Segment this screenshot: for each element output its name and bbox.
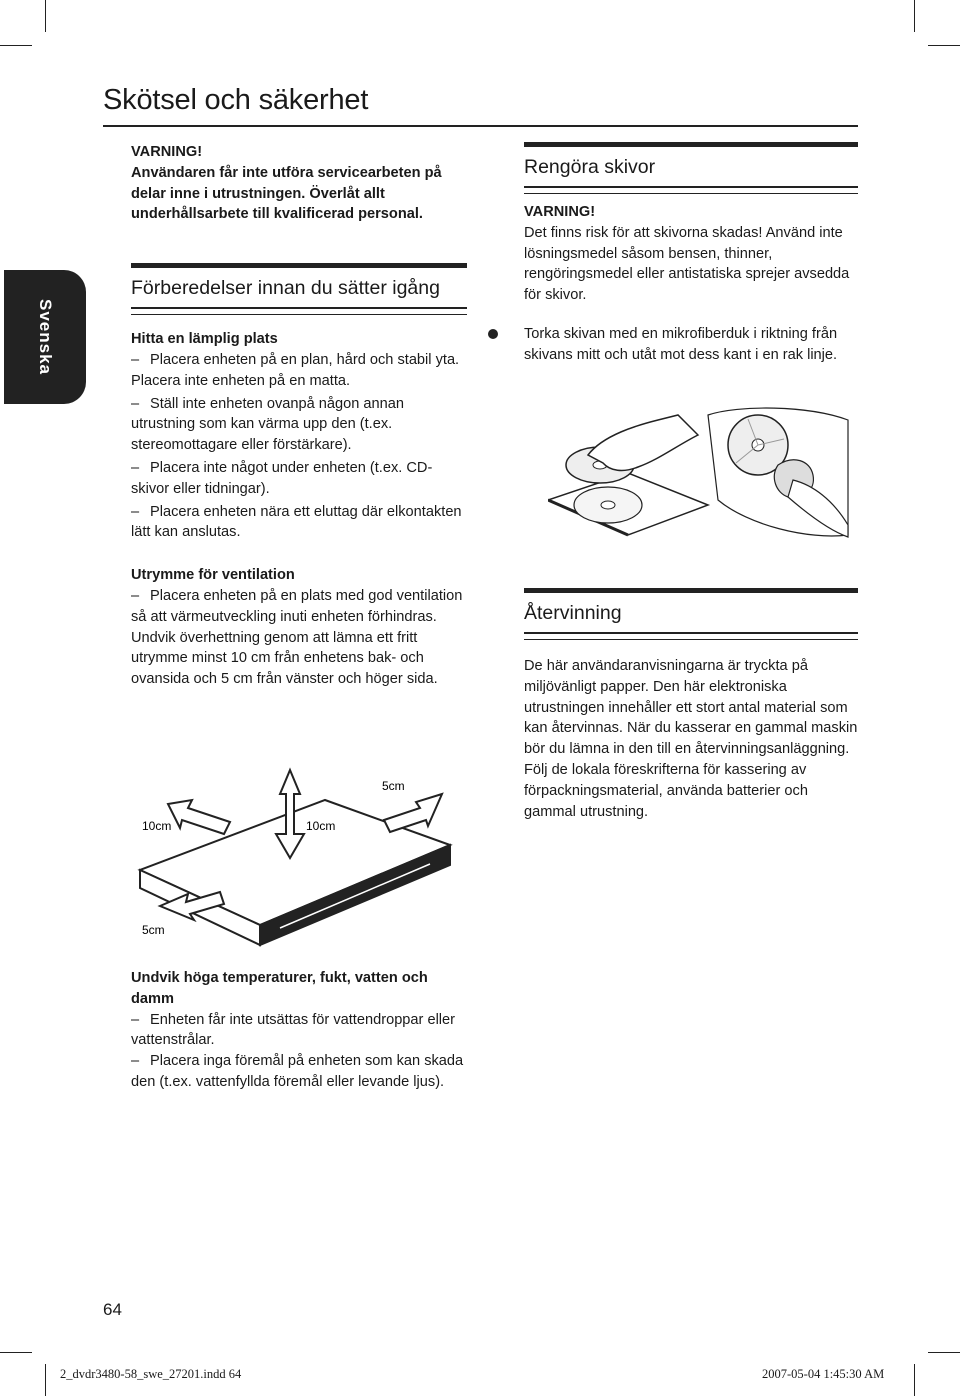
language-tab-label: Svenska bbox=[36, 299, 55, 375]
crop-mark bbox=[45, 0, 46, 32]
warning-heading: VARNING! bbox=[131, 144, 203, 160]
page-title: Skötsel och säkerhet bbox=[103, 84, 369, 116]
page-number: 64 bbox=[103, 1300, 122, 1319]
ventilation-text: – Placera enheten på en plats med god ventilation så att värmeutveckling inuti enheten förhindras. Undvik överhettning genom att lämna ett fritt utrymme minst 10 cm från enhetens bak- och ovansida och 5 cm från vänster och höger sida. bbox=[131, 587, 463, 688]
section-title-recycling: Återvinning bbox=[524, 602, 622, 624]
list-item: – Placera inga föremål på enheten som kan skada den (t.ex. vattenfyllda föremål eller levande ljus). bbox=[131, 1053, 464, 1090]
hand-icon bbox=[788, 480, 848, 537]
diagram-label-bottom: 5cm bbox=[142, 923, 165, 937]
right-column-recycle bbox=[524, 588, 858, 822]
temperature-heading: Undvik höga temperaturer, fukt, vatten och damm bbox=[131, 970, 428, 1007]
diagram-label-left: 10cm bbox=[142, 819, 172, 833]
section-rule bbox=[524, 588, 858, 593]
list-item: – Enheten får inte utsättas för vattendroppar eller vattenstrålar. bbox=[131, 1011, 456, 1049]
section-rule bbox=[131, 263, 467, 268]
section-title-preparation: Förberedelser innan du sätter igång bbox=[131, 277, 440, 300]
crop-mark bbox=[928, 1352, 960, 1353]
warning-text: Användaren får inte utföra servicearbeten på delar inne i utrustningen. Överlåt allt underhållsarbete till kvalificerad personal. bbox=[131, 164, 442, 223]
diagram-label-top: 10cm bbox=[306, 819, 336, 833]
footer-date: 2007-05-04 1:45:30 AM bbox=[762, 1367, 885, 1381]
crop-mark bbox=[0, 45, 32, 46]
ventilation-diagram bbox=[110, 760, 490, 950]
list-item: – Placera inte något under enheten (t.ex. CD-skivor eller tidningar). bbox=[131, 459, 433, 497]
section-rule bbox=[524, 632, 858, 640]
right-column bbox=[524, 142, 858, 366]
hand-icon bbox=[588, 415, 698, 470]
place-heading: Hitta en lämplig plats bbox=[131, 331, 278, 348]
recycle-text: De här användaranvisningarna är tryckta på miljövänligt papper. Den här elektroniska utrustningen innehåller ett stort antal material som kan återvinnas. När du kasserar en gammal maskin bör du lämna in den till en återvinningsanläggning. Följ de lokala föreskrifterna för kassering av förpackningsmaterial, använda batterier och gammal utrustning. bbox=[524, 658, 858, 820]
diagram-label-right: 5cm bbox=[382, 779, 405, 793]
language-tab bbox=[4, 270, 86, 404]
clean-bullet: Torka skivan med en mikrofiberduk i riktning från skivans mitt och utåt mot dess kant i en rak linje. bbox=[524, 324, 858, 366]
crop-mark bbox=[45, 1364, 46, 1396]
disc-cleaning-illustration bbox=[548, 405, 858, 545]
list-item: – Ställ inte enheten ovanpå någon annan utrustning som kan värma upp den (t.ex. stereomottagare eller förstärkare). bbox=[131, 395, 404, 454]
clean-warning-text: Det finns risk för att skivorna skadas! Använd inte lösningsmedel såsom bensen, thinner, rengöringsmedel eller antistatiska sprejer avsedda för skivor. bbox=[524, 224, 850, 304]
title-rule bbox=[103, 125, 858, 127]
section-rule bbox=[131, 307, 467, 315]
clean-warning-heading: VARNING! bbox=[524, 204, 596, 220]
crop-mark bbox=[928, 45, 960, 46]
left-column-bottom bbox=[131, 968, 467, 1093]
section-rule bbox=[524, 142, 858, 147]
list-item: – Placera enheten på en plan, hård och stabil yta. Placera inte enheten på en matta. bbox=[131, 351, 460, 389]
crop-mark bbox=[914, 0, 915, 32]
bullet-icon bbox=[488, 329, 498, 339]
left-column bbox=[131, 142, 467, 690]
crop-mark bbox=[0, 1352, 32, 1353]
section-rule bbox=[524, 186, 858, 194]
footer-file: 2_dvdr3480-58_swe_27201.indd 64 bbox=[60, 1367, 242, 1381]
list-item: – Placera enheten nära ett eluttag där elkontakten lätt kan anslutas. bbox=[131, 503, 462, 541]
ventilation-heading: Utrymme för ventilation bbox=[131, 567, 295, 584]
section-title-clean-discs: Rengöra skivor bbox=[524, 156, 656, 178]
crop-mark bbox=[914, 1364, 915, 1396]
